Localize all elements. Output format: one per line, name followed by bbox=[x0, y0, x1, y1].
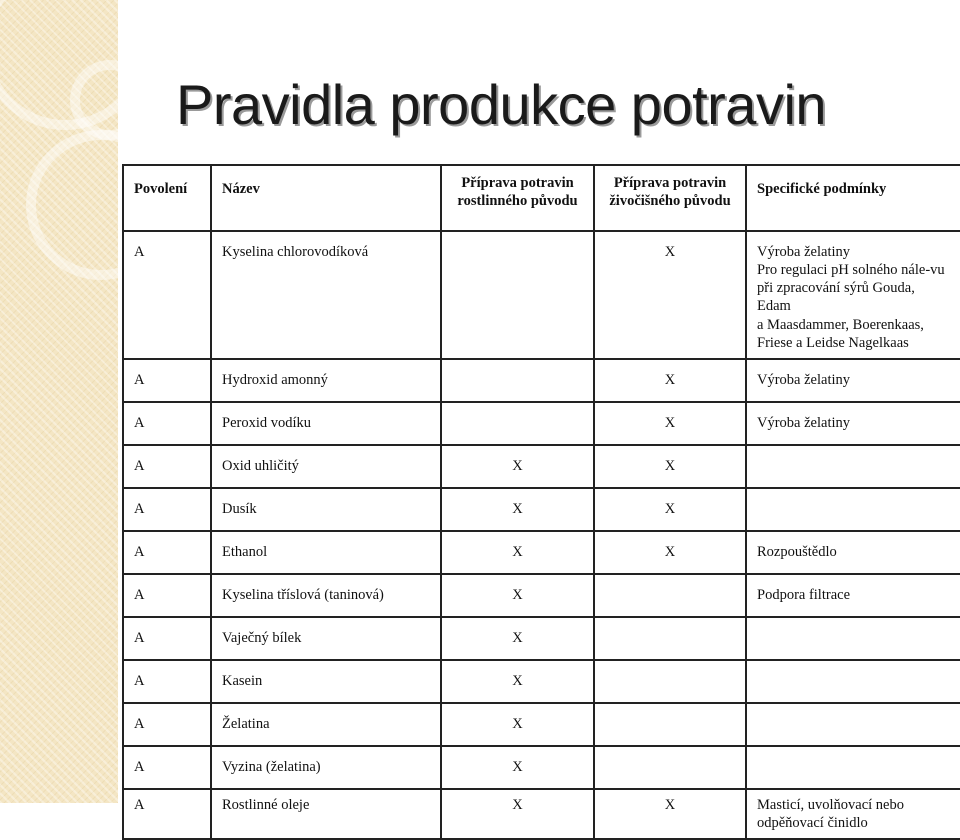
cell-animal-origin bbox=[594, 617, 746, 660]
table-row bbox=[123, 746, 960, 789]
table-row bbox=[123, 574, 960, 617]
cell-animal-origin: X bbox=[594, 402, 746, 445]
cell-name: Rostlinné oleje bbox=[211, 789, 441, 839]
table-header-row bbox=[123, 165, 960, 231]
cell-plant-origin bbox=[441, 359, 594, 402]
header-plant-origin: Příprava potravin rostlinného původu bbox=[441, 165, 594, 231]
table-row bbox=[123, 231, 960, 359]
cell-plant-origin: X bbox=[441, 617, 594, 660]
cell-permission: A bbox=[123, 359, 211, 402]
rules-table bbox=[122, 164, 960, 840]
cell-conditions bbox=[746, 488, 960, 531]
cell-animal-origin: X bbox=[594, 445, 746, 488]
decorative-ring bbox=[26, 130, 118, 280]
header-name: Název bbox=[211, 165, 441, 231]
cell-permission: A bbox=[123, 445, 211, 488]
cell-name: Hydroxid amonný bbox=[211, 359, 441, 402]
table-row bbox=[123, 660, 960, 703]
cell-plant-origin: X bbox=[441, 789, 594, 839]
cell-conditions bbox=[746, 746, 960, 789]
table-row bbox=[123, 359, 960, 402]
cell-conditions: Masticí, uvolňovací nebo odpěňovací činidlo bbox=[746, 789, 960, 839]
table-row bbox=[123, 488, 960, 531]
cell-plant-origin: X bbox=[441, 574, 594, 617]
table-row bbox=[123, 445, 960, 488]
cell-plant-origin: X bbox=[441, 703, 594, 746]
cell-name: Dusík bbox=[211, 488, 441, 531]
table-row bbox=[123, 402, 960, 445]
cell-name: Peroxid vodíku bbox=[211, 402, 441, 445]
cell-plant-origin: X bbox=[441, 445, 594, 488]
cell-plant-origin bbox=[441, 402, 594, 445]
cell-permission: A bbox=[123, 703, 211, 746]
cell-plant-origin: X bbox=[441, 746, 594, 789]
table-row bbox=[123, 703, 960, 746]
cell-conditions: Výroba želatiny bbox=[746, 402, 960, 445]
cell-animal-origin: X bbox=[594, 531, 746, 574]
cell-name: Ethanol bbox=[211, 531, 441, 574]
table-row bbox=[123, 789, 960, 839]
cell-animal-origin bbox=[594, 746, 746, 789]
cell-permission: A bbox=[123, 789, 211, 839]
cell-conditions: Výroba želatiny Pro regulaci pH solného nále-vu při zpracování sýrů Gouda, Edam a Maasdammer, Boerenkaas, Friese a Leidse Nagelkaas bbox=[746, 231, 960, 359]
cell-plant-origin: X bbox=[441, 531, 594, 574]
cell-permission: A bbox=[123, 574, 211, 617]
cell-animal-origin bbox=[594, 660, 746, 703]
cell-permission: A bbox=[123, 488, 211, 531]
cell-permission: A bbox=[123, 660, 211, 703]
cell-name: Vyzina (želatina) bbox=[211, 746, 441, 789]
cell-plant-origin bbox=[441, 231, 594, 359]
header-specific-conditions: Specifické podmínky bbox=[746, 165, 960, 231]
cell-animal-origin: X bbox=[594, 789, 746, 839]
cell-conditions bbox=[746, 617, 960, 660]
cell-conditions: Podpora filtrace bbox=[746, 574, 960, 617]
cell-name: Oxid uhličitý bbox=[211, 445, 441, 488]
cell-permission: A bbox=[123, 531, 211, 574]
cell-conditions bbox=[746, 703, 960, 746]
cell-name: Želatina bbox=[211, 703, 441, 746]
cell-name: Kasein bbox=[211, 660, 441, 703]
cell-conditions bbox=[746, 660, 960, 703]
cell-name: Vaječný bílek bbox=[211, 617, 441, 660]
table-row bbox=[123, 531, 960, 574]
cell-conditions: Rozpouštědlo bbox=[746, 531, 960, 574]
header-permission: Povolení bbox=[123, 165, 211, 231]
cell-permission: A bbox=[123, 746, 211, 789]
cell-plant-origin: X bbox=[441, 660, 594, 703]
cell-name: Kyselina chlorovodíková bbox=[211, 231, 441, 359]
header-animal-origin: Příprava potravin živočišného původu bbox=[594, 165, 746, 231]
cell-animal-origin: X bbox=[594, 359, 746, 402]
cell-animal-origin bbox=[594, 703, 746, 746]
slide-title: Pravidla produkce potravin bbox=[176, 73, 827, 136]
table-row bbox=[123, 617, 960, 660]
cell-animal-origin: X bbox=[594, 488, 746, 531]
cell-permission: A bbox=[123, 402, 211, 445]
cell-conditions: Výroba želatiny bbox=[746, 359, 960, 402]
cell-name: Kyselina tříslová (taninová) bbox=[211, 574, 441, 617]
cell-animal-origin bbox=[594, 574, 746, 617]
decorative-side-band bbox=[0, 0, 118, 803]
cell-conditions bbox=[746, 445, 960, 488]
cell-plant-origin: X bbox=[441, 488, 594, 531]
cell-permission: A bbox=[123, 231, 211, 359]
cell-permission: A bbox=[123, 617, 211, 660]
cell-animal-origin: X bbox=[594, 231, 746, 359]
